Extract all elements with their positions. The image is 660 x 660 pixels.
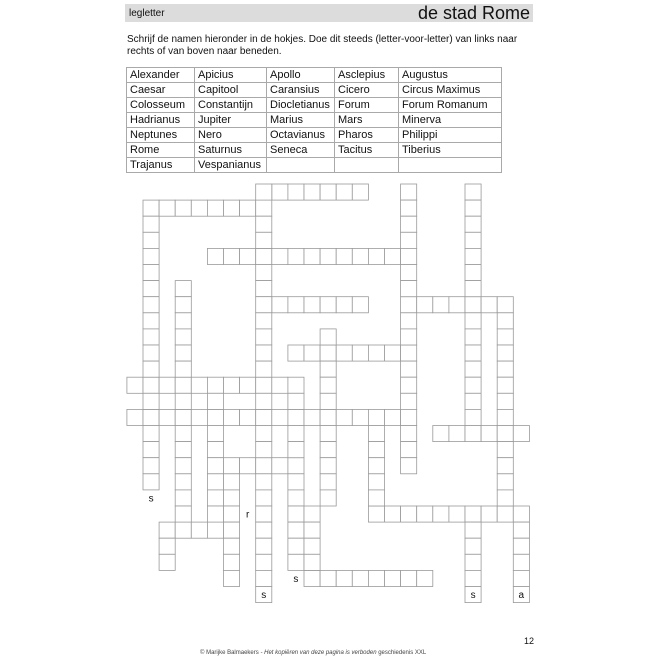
grid-cell[interactable] [288,345,304,361]
given-letter: s [470,590,476,602]
grid-cell[interactable] [159,522,175,538]
grid-cell[interactable] [352,570,368,586]
grid-cell[interactable] [352,248,368,264]
footer-author: © Marijke Balmaekers [200,650,259,656]
grid-cell[interactable] [465,313,481,329]
grid-cell[interactable] [368,426,384,442]
grid-cell[interactable] [320,184,336,200]
grid-cell[interactable] [304,409,320,425]
word-cell: Octavianus [267,128,335,143]
word-cell: Constantijn [195,98,267,113]
grid-cell[interactable] [143,329,159,345]
grid-cell[interactable] [465,265,481,281]
grid-cell[interactable] [288,490,304,506]
grid-cell[interactable] [288,377,304,393]
grid-cell[interactable] [143,313,159,329]
grid-cell[interactable] [159,538,175,554]
grid-cell[interactable] [143,409,159,425]
grid-cell[interactable] [320,442,336,458]
word-cell: Diocletianus [267,98,335,113]
grid-cell[interactable] [224,554,240,570]
grid-cell[interactable] [401,216,417,232]
grid-cell[interactable] [175,377,191,393]
grid-cell[interactable] [272,458,288,474]
grid-cell[interactable] [465,329,481,345]
grid-cell[interactable] [240,200,256,216]
grid-cell[interactable] [256,265,272,281]
grid-cell[interactable] [159,554,175,570]
grid-cell[interactable] [256,184,272,200]
grid-cell[interactable] [320,393,336,409]
grid-cell[interactable] [256,570,272,586]
grid-cell[interactable] [207,458,223,474]
grid-cell[interactable] [401,570,417,586]
grid-cell[interactable] [272,297,288,313]
grid-cell[interactable] [368,474,384,490]
grid-cell[interactable] [256,329,272,345]
grid-cell[interactable] [207,377,223,393]
grid-cell[interactable] [175,474,191,490]
grid-cell[interactable] [143,393,159,409]
grid-cell[interactable] [288,393,304,409]
grid-cell[interactable] [513,554,529,570]
grid-cell[interactable] [256,506,272,522]
grid-cell[interactable] [352,184,368,200]
grid-cell[interactable] [497,409,513,425]
grid-cell[interactable] [288,554,304,570]
grid-cell[interactable] [175,345,191,361]
grid-cell[interactable] [224,200,240,216]
grid-cell[interactable] [320,490,336,506]
grid-cell[interactable] [401,361,417,377]
grid-cell[interactable] [401,409,417,425]
grid-cell[interactable] [320,426,336,442]
grid-cell[interactable] [497,345,513,361]
grid-cell[interactable] [417,297,433,313]
grid-cell[interactable] [224,409,240,425]
word-cell: Augustus [399,68,502,83]
grid-cell[interactable] [497,393,513,409]
grid-cell[interactable] [207,506,223,522]
grid-cell[interactable] [175,329,191,345]
grid-cell[interactable] [401,506,417,522]
word-cell: Tiberius [399,143,502,158]
grid-cell[interactable] [224,490,240,506]
grid-cell[interactable] [288,458,304,474]
grid-cell[interactable] [127,377,143,393]
grid-cell[interactable] [401,458,417,474]
grid-cell[interactable] [256,522,272,538]
word-cell: Cicero [335,83,399,98]
grid-cell[interactable] [465,232,481,248]
grid-cell[interactable] [497,426,513,442]
word-cell: Seneca [267,143,335,158]
grid-cell[interactable] [465,200,481,216]
grid-cell[interactable] [207,393,223,409]
grid-cell[interactable] [143,442,159,458]
grid-cell[interactable] [191,377,207,393]
grid-cell[interactable] [175,393,191,409]
grid-cell[interactable] [513,506,529,522]
grid-cell[interactable] [143,345,159,361]
grid-cell[interactable] [433,426,449,442]
word-cell: Vespanianus [195,158,267,173]
grid-cell[interactable] [497,506,513,522]
word-cell: Circus Maximus [399,83,502,98]
page-number: 12 [524,636,535,646]
grid-cell[interactable] [401,200,417,216]
grid-cell[interactable] [304,554,320,570]
grid-cell[interactable] [465,409,481,425]
word-cell: Hadrianus [127,113,195,128]
grid-cell[interactable] [159,377,175,393]
grid-cell[interactable] [288,442,304,458]
grid-cell[interactable] [256,216,272,232]
grid-cell[interactable] [256,393,272,409]
grid-cell[interactable] [256,232,272,248]
grid-cell[interactable] [385,248,401,264]
grid-cell[interactable] [175,506,191,522]
grid-cell[interactable] [304,506,320,522]
grid-cell[interactable] [401,281,417,297]
grid-cell[interactable] [304,538,320,554]
grid-cell[interactable] [465,522,481,538]
grid-cell[interactable] [191,200,207,216]
grid-cell[interactable] [401,297,417,313]
grid-cell[interactable] [288,248,304,264]
grid-cell[interactable] [240,248,256,264]
grid-cell[interactable] [465,345,481,361]
word-cell: Tacitus [335,143,399,158]
grid-cell[interactable] [497,297,513,313]
grid-cell[interactable] [256,474,272,490]
grid-cell[interactable] [288,409,304,425]
grid-cell[interactable] [256,409,272,425]
grid-cell[interactable] [465,538,481,554]
grid-cell[interactable] [352,409,368,425]
grid-cell[interactable] [336,409,352,425]
grid-cell[interactable] [320,458,336,474]
grid-cell[interactable] [207,442,223,458]
grid-cell[interactable] [240,458,256,474]
grid-cell[interactable] [368,248,384,264]
word-cell: Capitool [195,83,267,98]
grid-cell[interactable] [352,345,368,361]
grid-cell[interactable] [385,506,401,522]
grid-cell[interactable] [304,297,320,313]
grid-cell[interactable] [240,409,256,425]
word-cell: Trajanus [127,158,195,173]
grid-cell[interactable] [143,297,159,313]
grid-cell[interactable] [513,538,529,554]
grid-cell[interactable] [224,474,240,490]
grid-cell[interactable] [497,458,513,474]
grid-cell[interactable] [481,297,497,313]
grid-cell[interactable] [465,377,481,393]
grid-cell[interactable] [175,522,191,538]
word-cell: Pharos [335,128,399,143]
grid-cell[interactable] [449,426,465,442]
grid-cell[interactable] [304,345,320,361]
word-cell: Colosseum [127,98,195,113]
grid-cell[interactable] [207,200,223,216]
grid-cell[interactable] [288,184,304,200]
word-cell: Apollo [267,68,335,83]
grid-cell[interactable] [304,570,320,586]
grid-cell[interactable] [497,442,513,458]
grid-cell[interactable] [401,265,417,281]
grid-cell[interactable] [256,458,272,474]
grid-cell[interactable] [465,506,481,522]
word-cell: Forum Romanum [399,98,502,113]
grid-cell[interactable] [465,184,481,200]
grid-cell[interactable] [159,409,175,425]
grid-cell[interactable] [175,458,191,474]
grid-cell[interactable] [256,200,272,216]
grid-cell[interactable] [143,377,159,393]
grid-cell[interactable] [497,490,513,506]
grid-cell[interactable] [401,377,417,393]
grid-cell[interactable] [320,570,336,586]
grid-cell[interactable] [191,409,207,425]
grid-cell[interactable] [127,409,143,425]
grid-cell[interactable] [207,426,223,442]
grid-cell[interactable] [288,538,304,554]
grid-cell[interactable] [240,377,256,393]
grid-cell[interactable] [336,184,352,200]
grid-cell[interactable] [465,216,481,232]
grid-cell[interactable] [336,570,352,586]
word-cell: Neptunes [127,128,195,143]
grid-cell[interactable] [401,393,417,409]
grid-cell[interactable] [465,426,481,442]
grid-cell[interactable] [401,345,417,361]
grid-cell[interactable] [207,522,223,538]
grid-cell[interactable] [288,522,304,538]
grid-cell[interactable] [497,313,513,329]
header-label: legletter [129,8,165,19]
grid-cell[interactable] [401,426,417,442]
grid-cell[interactable] [465,248,481,264]
footer [200,650,426,656]
grid-cell[interactable] [191,522,207,538]
footer-brand: geschiedenis XXL [378,650,427,656]
grid-cell[interactable] [368,570,384,586]
grid-cell[interactable] [497,474,513,490]
grid-cell[interactable] [256,361,272,377]
grid-cell[interactable] [256,538,272,554]
grid-cell[interactable] [336,248,352,264]
grid-cell[interactable] [304,184,320,200]
word-cell: Marius [267,113,335,128]
grid-cell[interactable] [465,570,481,586]
grid-cell[interactable] [513,426,529,442]
word-cell: Caransius [267,83,335,98]
grid-cell[interactable] [385,570,401,586]
grid-cell[interactable] [320,345,336,361]
grid-cell[interactable] [320,361,336,377]
footer-notice: - Het kopiëren van deze pagina is verboden [260,650,377,656]
grid-cell[interactable] [368,506,384,522]
grid-cell[interactable] [143,426,159,442]
grid-cell[interactable] [175,200,191,216]
grid-cell[interactable] [256,345,272,361]
grid-cell[interactable] [175,313,191,329]
given-letter: a [518,590,525,602]
grid-cell[interactable] [175,297,191,313]
grid-cell[interactable] [336,297,352,313]
grid-cell[interactable] [256,442,272,458]
grid-cell[interactable] [320,329,336,345]
instructions-text: Schrijf de namen hieronder in de hokjes. Doe dit steeds (letter-voor-letter) van links naar rechts of van boven naar beneden. [127,34,518,57]
grid-cell[interactable] [320,297,336,313]
grid-cell[interactable] [143,216,159,232]
grid-cell[interactable] [433,297,449,313]
grid-cell[interactable] [224,522,240,538]
grid-cell[interactable] [465,361,481,377]
grid-cell[interactable] [497,377,513,393]
grid-cell[interactable] [159,200,175,216]
grid-cell[interactable] [224,458,240,474]
grid-cell[interactable] [368,409,384,425]
grid-cell[interactable] [207,248,223,264]
grid-cell[interactable] [272,184,288,200]
grid-cell[interactable] [143,248,159,264]
grid-cell[interactable] [143,458,159,474]
grid-cell[interactable] [288,297,304,313]
grid-cell[interactable] [481,506,497,522]
grid-cell[interactable] [256,281,272,297]
grid-cell[interactable] [368,458,384,474]
word-cell: Saturnus [195,143,267,158]
grid-cell[interactable] [288,426,304,442]
grid-cell[interactable] [465,554,481,570]
word-cell: Nero [195,128,267,143]
grid-cell[interactable] [175,426,191,442]
grid-cell[interactable] [320,409,336,425]
grid-cell[interactable] [401,313,417,329]
grid-cell[interactable] [224,538,240,554]
grid-cell[interactable] [513,570,529,586]
word-cell: Mars [335,113,399,128]
grid-cell[interactable] [368,442,384,458]
given-letter: s [148,493,154,505]
grid-cell[interactable] [256,426,272,442]
grid-cell[interactable] [368,490,384,506]
grid-cell[interactable] [207,490,223,506]
grid-cell[interactable] [433,506,449,522]
grid-cell[interactable] [481,426,497,442]
given-letter: r [246,509,250,521]
grid-cell[interactable] [175,490,191,506]
grid-cell[interactable] [513,522,529,538]
word-cell: Rome [127,143,195,158]
word-cell: Philippi [399,128,502,143]
word-cell: Asclepius [335,68,399,83]
grid-cell[interactable] [272,377,288,393]
grid-cell[interactable] [143,361,159,377]
grid-cell[interactable] [288,474,304,490]
grid-cell[interactable] [272,409,288,425]
given-letter: s [293,574,299,585]
grid-cell[interactable] [417,506,433,522]
grid-cell[interactable] [143,232,159,248]
grid-cell[interactable] [385,409,401,425]
grid-cell[interactable] [143,281,159,297]
grid-cell[interactable] [143,200,159,216]
grid-cell[interactable] [256,490,272,506]
grid-cell[interactable] [497,329,513,345]
grid-cell[interactable] [143,265,159,281]
grid-cell[interactable] [207,474,223,490]
grid-cell[interactable] [320,474,336,490]
grid-cell[interactable] [256,554,272,570]
grid-cell[interactable] [401,329,417,345]
grid-cell[interactable] [465,393,481,409]
grid-cell[interactable] [401,442,417,458]
grid-cell[interactable] [224,570,240,586]
grid-cell[interactable] [304,522,320,538]
word-cell: Alexander [127,68,195,83]
grid-cell[interactable] [401,184,417,200]
grid-cell[interactable] [336,345,352,361]
grid-cell[interactable] [385,345,401,361]
grid-cell[interactable] [256,297,272,313]
page-title: de stad Rome [417,3,530,23]
grid-cell[interactable] [224,377,240,393]
grid-cell[interactable] [449,506,465,522]
grid-cell[interactable] [417,570,433,586]
grid-cell[interactable] [320,377,336,393]
grid-cell[interactable] [256,313,272,329]
grid-cell[interactable] [320,248,336,264]
grid-cell[interactable] [175,409,191,425]
grid-cell[interactable] [224,506,240,522]
grid-cell[interactable] [143,474,159,490]
grid-cell[interactable] [256,248,272,264]
grid-cell[interactable] [465,297,481,313]
grid-cell[interactable] [175,442,191,458]
grid-cell[interactable] [272,248,288,264]
word-cell: Minerva [399,113,502,128]
grid-cell[interactable] [256,377,272,393]
grid-cell[interactable] [449,297,465,313]
grid-cell[interactable] [352,297,368,313]
word-cell: Jupiter [195,113,267,128]
grid-cell[interactable] [175,281,191,297]
word-cell: Caesar [127,83,195,98]
given-letter: s [261,590,267,602]
grid-cell[interactable] [288,506,304,522]
grid-cell[interactable] [368,345,384,361]
word-cell: Forum [335,98,399,113]
grid-cell[interactable] [401,232,417,248]
grid-cell[interactable] [175,361,191,377]
grid-cell[interactable] [207,409,223,425]
grid-cell[interactable] [401,248,417,264]
grid-cell[interactable] [465,281,481,297]
word-cell: Apicius [195,68,267,83]
grid-cell[interactable] [497,361,513,377]
grid-cell[interactable] [224,248,240,264]
grid-cell[interactable] [304,248,320,264]
